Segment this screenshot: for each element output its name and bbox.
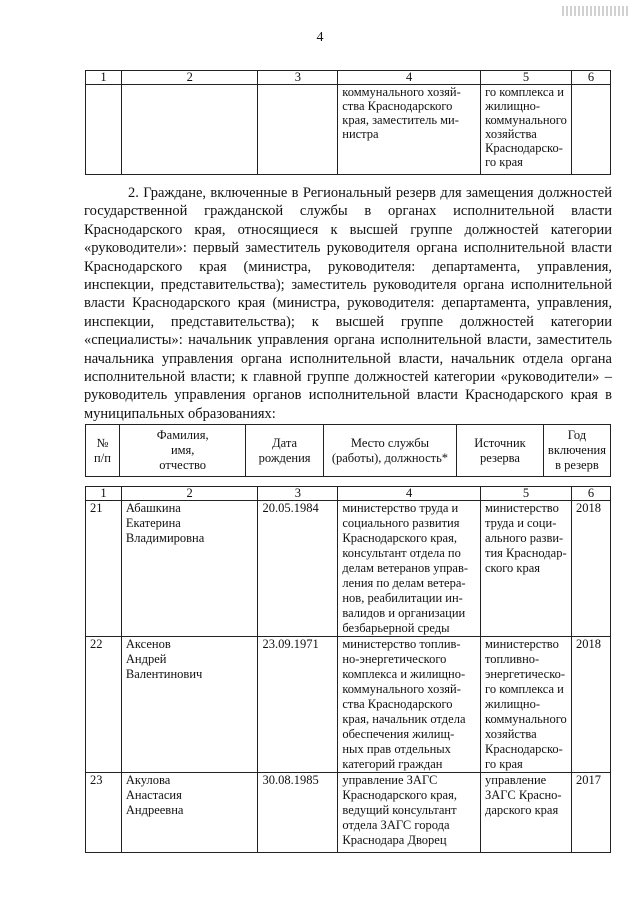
col-number: 6 xyxy=(571,487,610,501)
header-place: Место службы (работы), должность* xyxy=(323,425,456,477)
page-number: 4 xyxy=(316,30,324,45)
header-number: № п/п xyxy=(86,425,120,477)
year-cell: 2017 xyxy=(571,773,610,853)
row-number: 22 xyxy=(86,637,122,773)
name-cell: Аксенов Андрей Валентинович xyxy=(121,637,258,773)
source-cell: министерство топливно- энергетическо- го комплекса и жилищно- коммунального хозяйства Краснодарско- го края xyxy=(481,637,572,773)
year-cell: 2018 xyxy=(571,501,610,637)
main-table xyxy=(85,486,611,853)
header-birth: Дата рождения xyxy=(246,425,323,477)
paragraph-2: 2. Граждане, включенные в Региональный резерв для замещения должностей государственной гражданской службы в органах исполнительной власти Краснодарского края, относящиеся к высшей группе должностей категории «руководители»: первый заместитель руководителя органа исполнительной власти Краснодарского края (министра, руководителя: департамента, управления, инспекции, представительства); заместитель руководителя органа исполнительной власти Краснодарского края (министра, руководителя: департамента, управления, инспекции, представительства); к высшей группе должностей категории «специалисты»: начальник управления органа исполнительной власти, заместитель начальника управления органа исполнительной власти, начальник отдела органа исполнительной власти; к главной группе должностей категории «руководители» – руководитель управления органов исполнительной власти Краснодарского края в муниципальных образованиях: xyxy=(84,185,612,422)
name-cell: Акулова Анастасия Андреевна xyxy=(121,773,258,853)
col-number: 6 xyxy=(572,71,611,85)
col-number: 1 xyxy=(86,487,122,501)
col-number: 5 xyxy=(481,487,572,501)
table-row xyxy=(86,85,611,175)
col-number: 3 xyxy=(258,487,338,501)
col-number: 2 xyxy=(121,71,258,85)
col-number: 4 xyxy=(338,71,481,85)
year-cell: 2018 xyxy=(571,637,610,773)
name-cell: Абашкина Екатерина Владимировна xyxy=(121,501,258,637)
table-row xyxy=(86,501,611,637)
table-row xyxy=(86,637,611,773)
source-cell: го комплекса и жилищно- коммунального хозяйства Краснодарско- го края xyxy=(481,85,572,175)
place-cell: управление ЗАГС Краснодарского края, ведущий консультант отдела ЗАГС города Краснодара Дворец xyxy=(338,773,481,853)
table-row xyxy=(86,773,611,853)
row-number: 23 xyxy=(86,773,122,853)
col-number: 3 xyxy=(258,71,338,85)
header-year: Год включения в резерв xyxy=(543,425,610,477)
continuation-table xyxy=(85,70,611,175)
row-number: 21 xyxy=(86,501,122,637)
place-cell: коммунального хозяй- ства Краснодарского края, заместитель ми- нистра xyxy=(338,85,481,175)
place-cell: министерство труда и социального развития Краснодарского края, консультант отдела по делам ветеранов управ- ления по делам ветера- нов, реабилитации ин- валидов и организации безбарьерной среды xyxy=(338,501,481,637)
birth-cell: 20.05.1984 xyxy=(258,501,338,637)
col-number: 1 xyxy=(86,71,122,85)
source-cell: министерство труда и соци- ального разви- тия Краснодар- ского края xyxy=(481,501,572,637)
header-table xyxy=(85,424,611,477)
source-cell: управление ЗАГС Красно- дарского края xyxy=(481,773,572,853)
col-number: 5 xyxy=(481,71,572,85)
col-number: 4 xyxy=(338,487,481,501)
birth-cell: 30.08.1985 xyxy=(258,773,338,853)
col-number: 2 xyxy=(121,487,258,501)
place-cell: министерство топлив- но-энергетического комплекса и жилищно- коммунального хозяй- ства Краснодарского края, начальник отдела обеспечения жилищ- ных прав отдельных категорий граждан xyxy=(338,637,481,773)
birth-cell: 23.09.1971 xyxy=(258,637,338,773)
scan-stamp xyxy=(562,6,630,16)
header-source: Источник резерва xyxy=(457,425,544,477)
header-name: Фамилия, имя, отчество xyxy=(119,425,246,477)
